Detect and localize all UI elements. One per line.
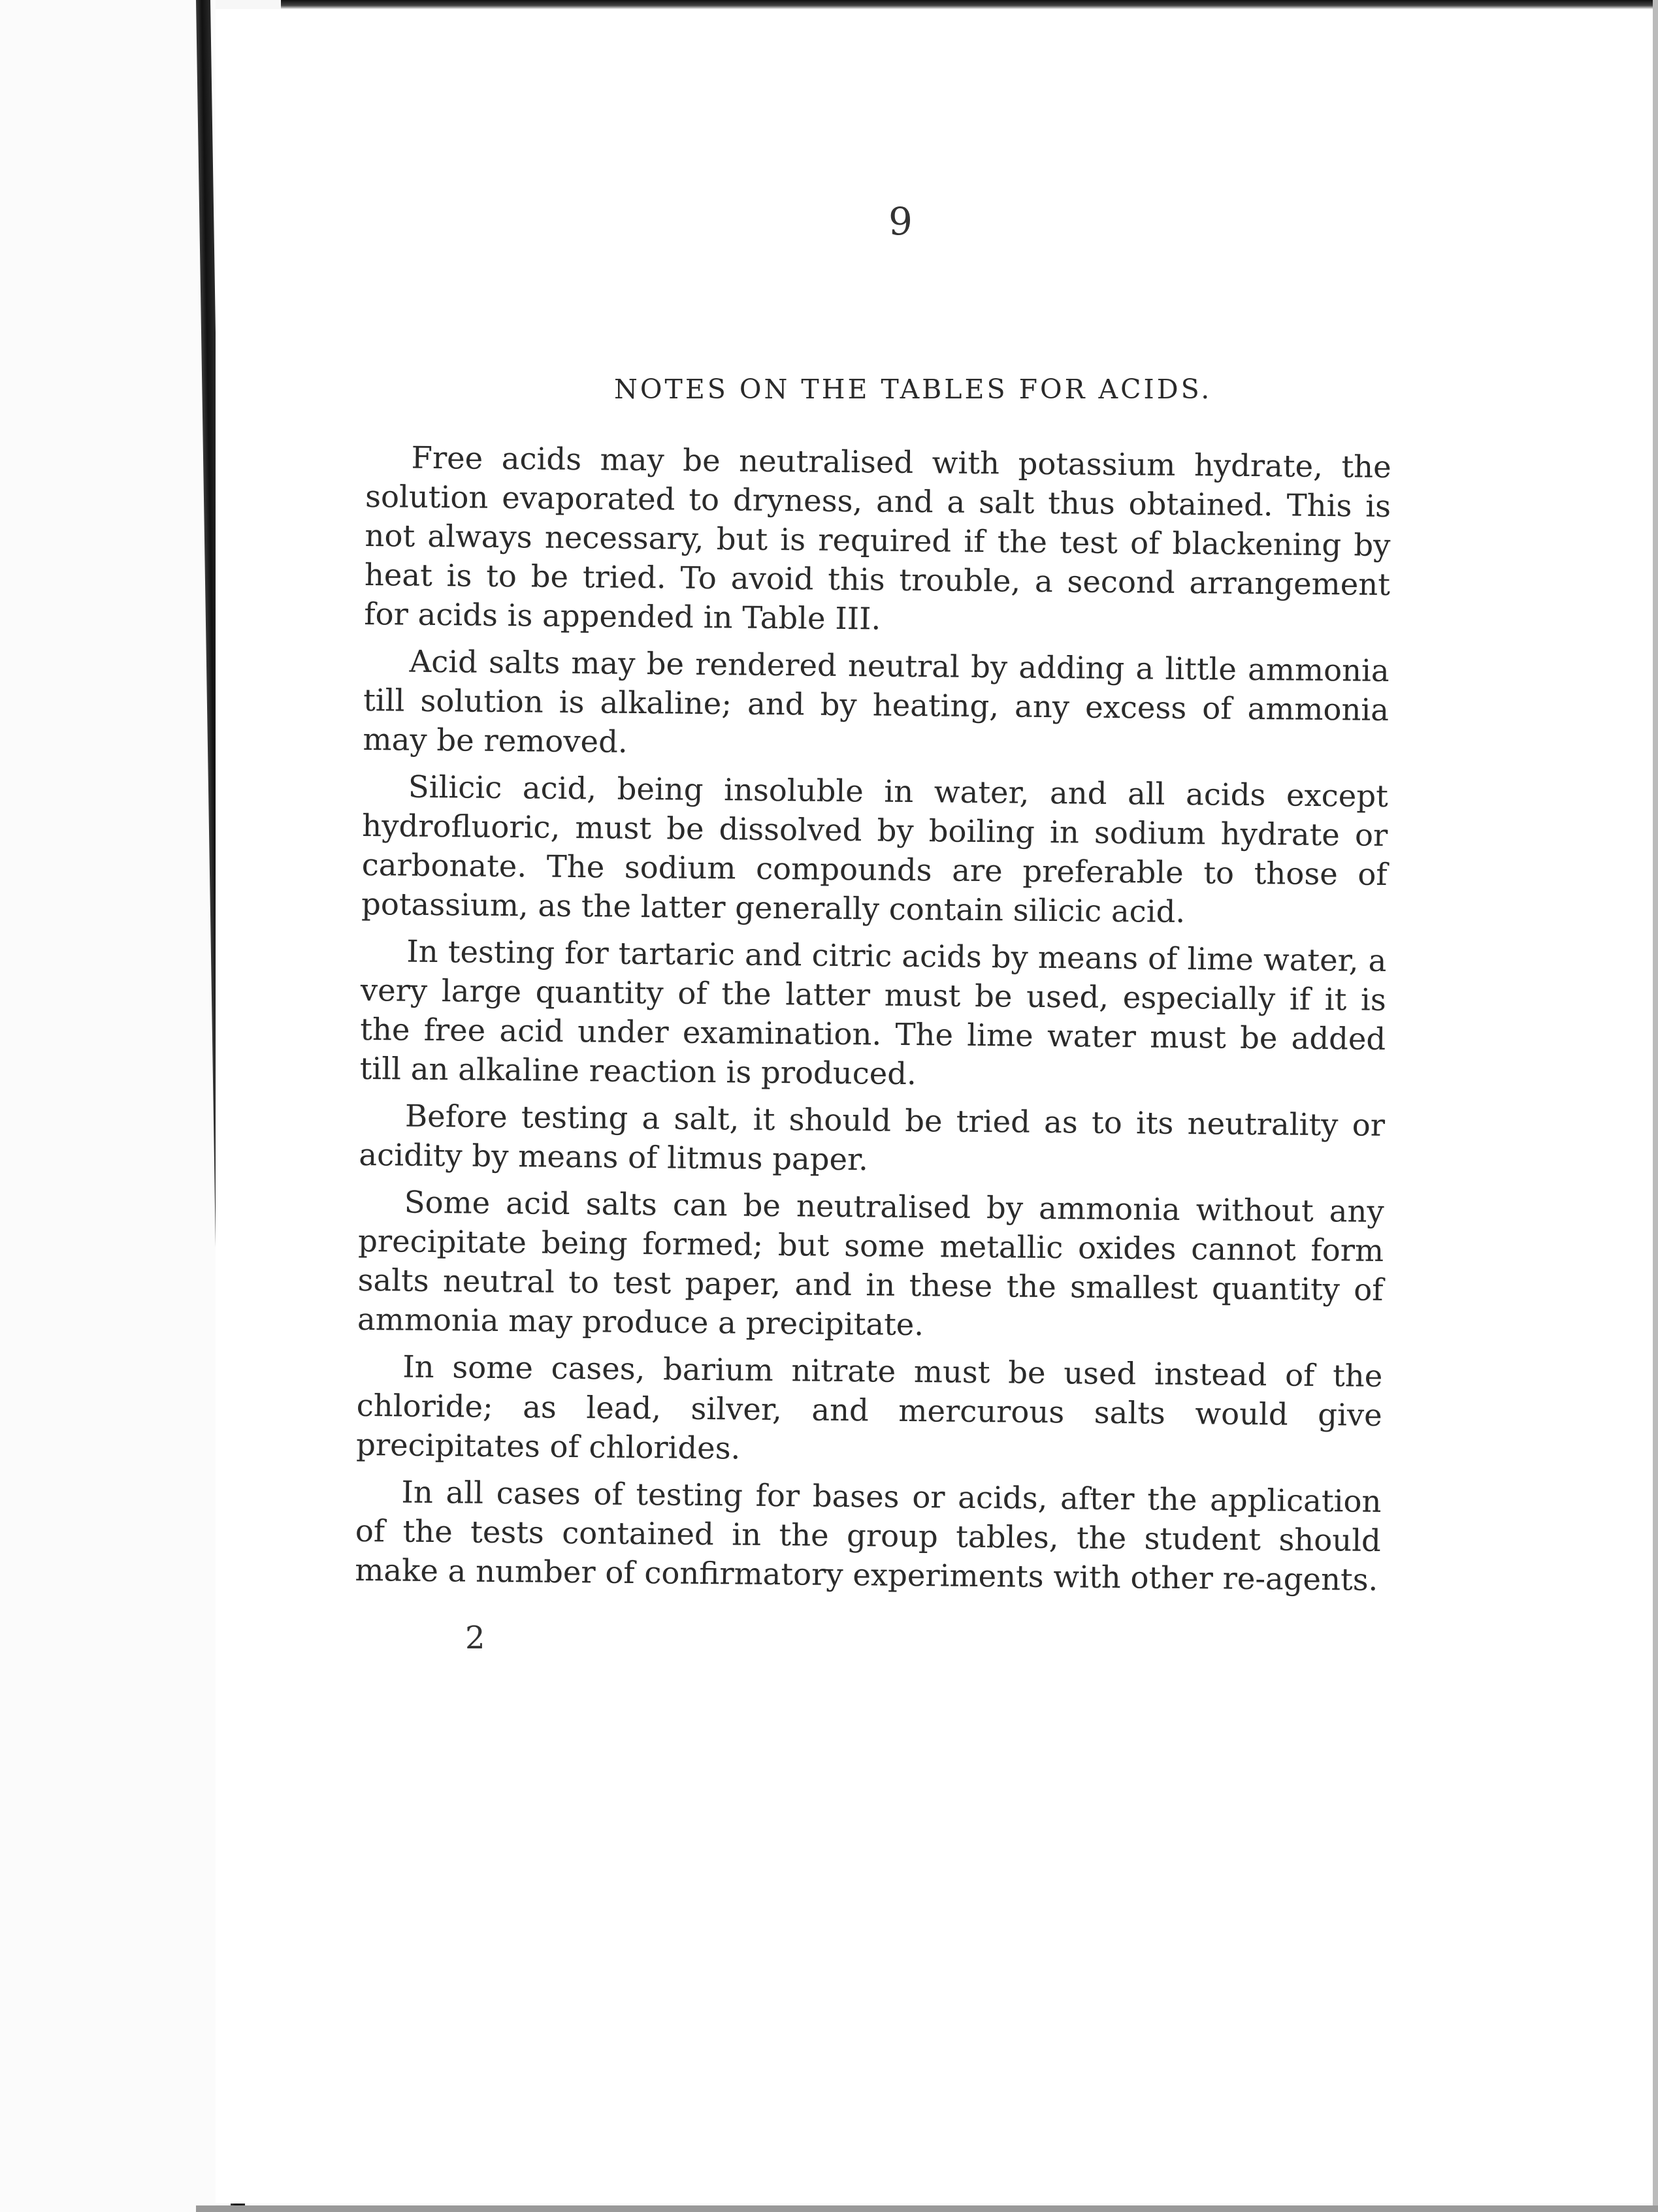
signature-mark: 2 <box>465 1620 485 1656</box>
page-top-edge <box>281 0 1658 9</box>
page-number: 9 <box>888 199 913 244</box>
facing-page <box>0 0 216 2212</box>
page-bottom-edge <box>196 2205 1658 2212</box>
page-right-edge <box>1653 0 1658 2212</box>
paragraph: Free acids may be neutralised with potassium hydrate, the solution evaporated to dryness, and a salt thus obtained. This is not always necessary, but is required if the test of blackening by heat is to be tried. To avoid this trouble, a second arrangement for acids is appended in Table III. <box>364 440 1391 637</box>
body-text <box>355 438 1391 1607</box>
paragraph: In some cases, barium nitrate must be used instead of the chloride; as lead, silver, and mercurous salts would give precipitates of chlorides. <box>355 1349 1383 1466</box>
section-heading: NOTES ON THE TABLES FOR ACIDS. <box>614 374 1212 405</box>
paragraph: In all cases of testing for bases or acids, after the application of the tests contained in the group tables, the student should make a number of confirmatory experiments with other re-agents. <box>355 1474 1382 1597</box>
paragraph: Before testing a salt, it should be tried as to its neutrality or acidity by means of litmus paper. <box>359 1098 1386 1178</box>
paragraph: In testing for tartaric and citric acids by means of lime water, a very large quantity of the latter must be used, especially if it is the free acid under examination. The lime water must be added till an alkaline reaction is produced. <box>359 933 1387 1092</box>
paragraph: Acid salts may be rendered neutral by adding a little ammonia till solution is alkaline; and by heating, any excess of ammonia may be removed. <box>363 643 1390 760</box>
paragraph: Silicic acid, being insoluble in water, and all acids except hydrofluoric, must be dissolved by boiling in sodium hydrate or carbonate. The sodium compounds are preferable to those of potassium, as the latter generally contain silicic acid. <box>361 769 1389 930</box>
paragraph: Some acid salts can be neutralised by ammonia without any precipitate being formed; but some metallic oxides cannot form salts neutral to test paper, and in these the smallest quantity of ammonia may produce a precipitate. <box>357 1184 1384 1343</box>
